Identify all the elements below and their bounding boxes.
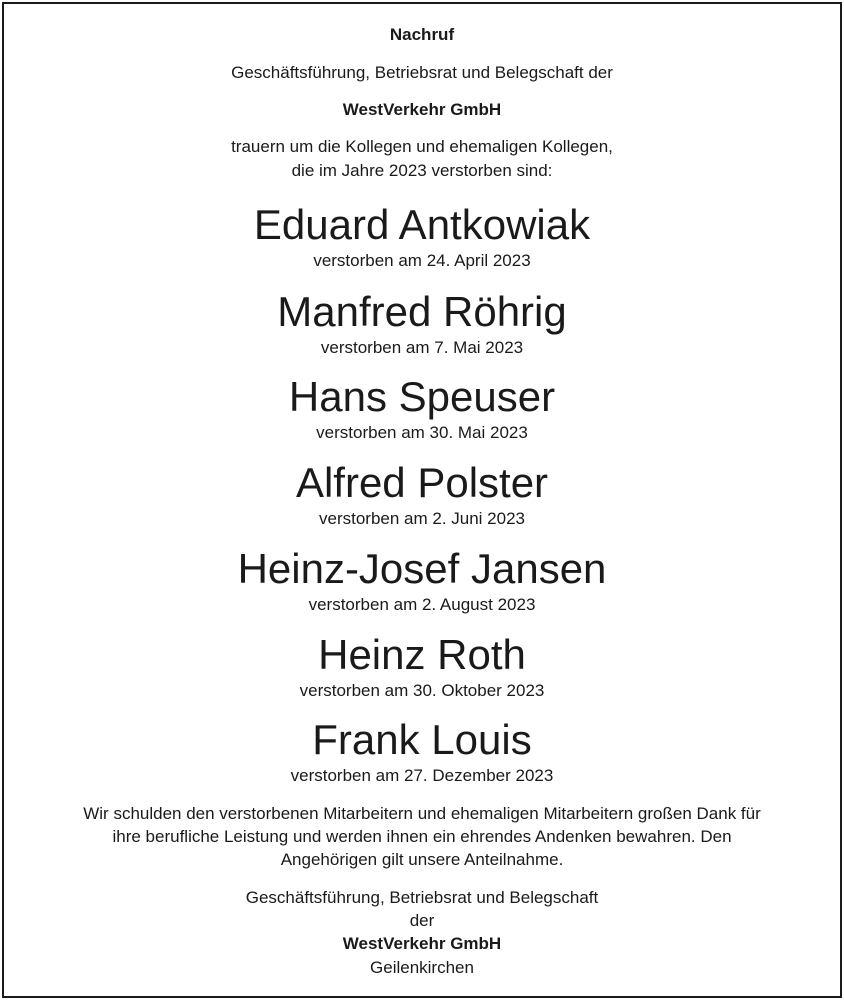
mourning-line-2: die im Jahre 2023 verstorben sind:: [291, 161, 553, 180]
deceased-name: Heinz-Josef Jansen: [237, 545, 607, 592]
deceased-date: verstorben am 30. Oktober 2023: [299, 681, 545, 700]
deceased-date: verstorben am 30. Mai 2023: [316, 423, 528, 442]
closing-paragraph-line-3: Angehörigen gilt unsere Anteilnahme.: [280, 850, 564, 869]
deceased-name: Frank Louis: [312, 716, 532, 763]
deceased-date: verstorben am 7. Mai 2023: [320, 338, 524, 357]
deceased-name: Heinz Roth: [318, 631, 526, 678]
signature-line-2: der: [409, 911, 435, 930]
deceased-name: Hans Speuser: [288, 373, 556, 420]
signature-company: WestVerkehr GmbH: [342, 934, 502, 953]
deceased-name: Eduard Antkowiak: [253, 201, 591, 248]
deceased-name: Manfred Röhrig: [277, 288, 567, 335]
intro-line: Geschäftsführung, Betriebsrat und Belegschaft der: [231, 63, 613, 82]
deceased-date: verstorben am 2. August 2023: [308, 595, 536, 614]
closing-paragraph-line-1: Wir schulden den verstorbenen Mitarbeitern und ehemaligen Mitarbeitern großen Dank für: [83, 804, 761, 823]
signature-line-1: Geschäftsführung, Betriebsrat und Belegschaft: [245, 888, 599, 907]
notice-title: Nachruf: [389, 25, 455, 44]
company-name: WestVerkehr GmbH: [342, 100, 502, 119]
deceased-name: Alfred Polster: [295, 459, 549, 506]
deceased-date: verstorben am 2. Juni 2023: [318, 509, 525, 528]
deceased-date: verstorben am 27. Dezember 2023: [290, 766, 554, 785]
closing-paragraph-line-2: ihre berufliche Leistung und werden ihnen ein ehrendes Andenken bewahren. Den: [112, 827, 732, 846]
signature-city: Geilenkirchen: [370, 958, 474, 977]
mourning-line-1: trauern um die Kollegen und ehemaligen Kollegen,: [231, 137, 613, 156]
deceased-date: verstorben am 24. April 2023: [313, 251, 531, 270]
